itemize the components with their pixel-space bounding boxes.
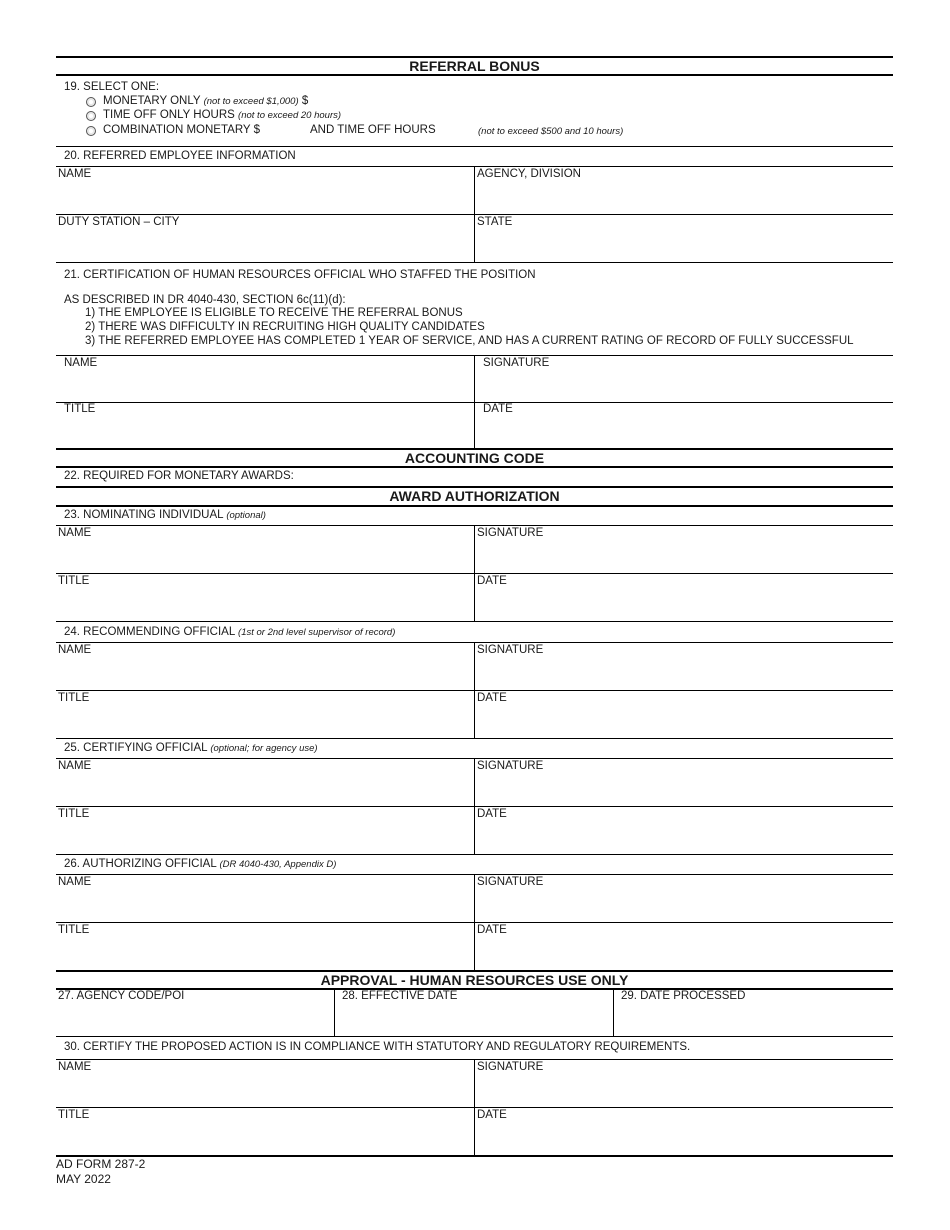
bottom-rule xyxy=(56,1155,893,1157)
q21-item-3: 3) THE REFERRED EMPLOYEE HAS COMPLETED 1 YEAR OF SERVICE, AND HAS A CURRENT RATING OF RECORD OF FULLY SUCCESSFUL xyxy=(85,335,854,347)
q24-title-label: TITLE xyxy=(58,692,90,704)
rule xyxy=(56,1036,893,1037)
q20-agency-label: AGENCY, DIVISION xyxy=(477,168,581,180)
rule xyxy=(56,1107,893,1108)
q25-note: (optional; for agency use) xyxy=(210,743,318,754)
q26-note: (DR 4040-430, Appendix D) xyxy=(219,859,337,870)
q23-label xyxy=(64,509,266,521)
q26-label xyxy=(64,858,336,870)
q30-title-label: TITLE xyxy=(58,1109,90,1121)
radio-monetary-only[interactable] xyxy=(86,97,96,107)
q21-label: 21. CERTIFICATION OF HUMAN RESOURCES OFFICIAL WHO STAFFED THE POSITION xyxy=(64,269,536,281)
rule xyxy=(56,466,893,468)
q26-label-text: 26. AUTHORIZING OFFICIAL xyxy=(64,858,217,870)
rule xyxy=(56,262,893,263)
q19-option-time-off xyxy=(103,109,341,121)
q26-date-label: DATE xyxy=(477,924,507,936)
rule xyxy=(56,74,893,76)
q26-name-label: NAME xyxy=(58,876,92,888)
q21-name-label: NAME xyxy=(64,357,98,369)
q19-option-combination-hours: AND TIME OFF HOURS xyxy=(310,124,436,136)
rule xyxy=(56,402,893,403)
q26-title-label: TITLE xyxy=(58,924,90,936)
q24-date-label: DATE xyxy=(477,692,507,704)
rule xyxy=(56,922,893,923)
footer-form-number: AD FORM 287-2 xyxy=(56,1157,146,1171)
q30-date-label: DATE xyxy=(477,1109,507,1121)
q24-label-text: 24. RECOMMENDING OFFICIAL xyxy=(64,626,235,638)
radio-combination[interactable] xyxy=(86,126,96,136)
q29-label: 29. DATE PROCESSED xyxy=(621,990,746,1002)
q19-label: 19. SELECT ONE: xyxy=(64,81,160,93)
rule xyxy=(56,214,893,215)
footer-form-date: MAY 2022 xyxy=(56,1172,111,1186)
q19-option-monetary-label: MONETARY ONLY xyxy=(103,95,201,107)
q21-item-1: 1) THE EMPLOYEE IS ELIGIBLE TO RECEIVE THE REFERRAL BONUS xyxy=(85,307,463,319)
section-header-referral-bonus: REFERRAL BONUS xyxy=(409,58,540,74)
q19-option-combination-note: (not to exceed $500 and 10 hours) xyxy=(478,126,624,137)
q19-option-monetary xyxy=(103,95,308,107)
q21-date-label: DATE xyxy=(483,403,513,415)
q28-label: 28. EFFECTIVE DATE xyxy=(342,990,458,1002)
rule xyxy=(56,621,893,622)
q23-note: (optional) xyxy=(226,510,266,521)
q22-label: 22. REQUIRED FOR MONETARY AWARDS: xyxy=(64,470,294,482)
q25-title-label: TITLE xyxy=(58,808,90,820)
column-divider xyxy=(334,988,335,1036)
rule xyxy=(56,854,893,855)
q30-name-label: NAME xyxy=(58,1061,92,1073)
q25-label-text: 25. CERTIFYING OFFICIAL xyxy=(64,742,208,754)
q25-label xyxy=(64,742,318,754)
q21-title-label: TITLE xyxy=(64,403,96,415)
q20-duty-station-label: DUTY STATION – CITY xyxy=(58,216,180,228)
rule xyxy=(56,505,893,507)
q19-option-combination: COMBINATION MONETARY $ xyxy=(103,124,260,136)
q20-name-label: NAME xyxy=(58,168,92,180)
rule xyxy=(56,146,893,147)
q23-label-text: 23. NOMINATING INDIVIDUAL xyxy=(64,509,224,521)
rule xyxy=(56,573,893,574)
q21-item-2: 2) THERE WAS DIFFICULTY IN RECRUITING HIGH QUALITY CANDIDATES xyxy=(85,321,485,333)
q23-date-label: DATE xyxy=(477,575,507,587)
q23-title-label: TITLE xyxy=(58,575,90,587)
q30-signature-label: SIGNATURE xyxy=(477,1061,544,1073)
radio-time-off-only[interactable] xyxy=(86,111,96,121)
rule xyxy=(56,690,893,691)
q21-signature-label: SIGNATURE xyxy=(483,357,550,369)
q24-name-label: NAME xyxy=(58,644,92,656)
q25-name-label: NAME xyxy=(58,760,92,772)
q19-option-time-off-note: (not to exceed 20 hours) xyxy=(238,110,342,121)
q25-date-label: DATE xyxy=(477,808,507,820)
q23-signature-label: SIGNATURE xyxy=(477,527,544,539)
q23-name-label: NAME xyxy=(58,527,92,539)
q30-label: 30. CERTIFY THE PROPOSED ACTION IS IN COMPLIANCE WITH STATUTORY AND REGULATORY REQUIREMENTS. xyxy=(64,1041,691,1053)
q19-option-monetary-suffix: $ xyxy=(301,95,309,107)
rule xyxy=(56,738,893,739)
section-header-approval-hr: APPROVAL - HUMAN RESOURCES USE ONLY xyxy=(320,972,629,988)
rule xyxy=(56,806,893,807)
q27-label: 27. AGENCY CODE/POI xyxy=(58,990,185,1002)
q25-signature-label: SIGNATURE xyxy=(477,760,544,772)
q26-signature-label: SIGNATURE xyxy=(477,876,544,888)
q21-intro: AS DESCRIBED IN DR 4040-430, SECTION 6c(11)(d): xyxy=(64,294,346,306)
q19-option-monetary-note: (not to exceed $1,000) xyxy=(203,96,299,107)
q20-label: 20. REFERRED EMPLOYEE INFORMATION xyxy=(64,150,296,162)
q24-note: (1st or 2nd level supervisor of record) xyxy=(238,627,396,638)
section-header-award-authorization: AWARD AUTHORIZATION xyxy=(389,488,560,504)
column-divider xyxy=(613,988,614,1036)
q20-state-label: STATE xyxy=(477,216,513,228)
q24-label xyxy=(64,626,395,638)
q19-option-time-off-label: TIME OFF ONLY HOURS xyxy=(103,109,235,121)
section-header-accounting-code: ACCOUNTING CODE xyxy=(404,450,545,466)
q24-signature-label: SIGNATURE xyxy=(477,644,544,656)
